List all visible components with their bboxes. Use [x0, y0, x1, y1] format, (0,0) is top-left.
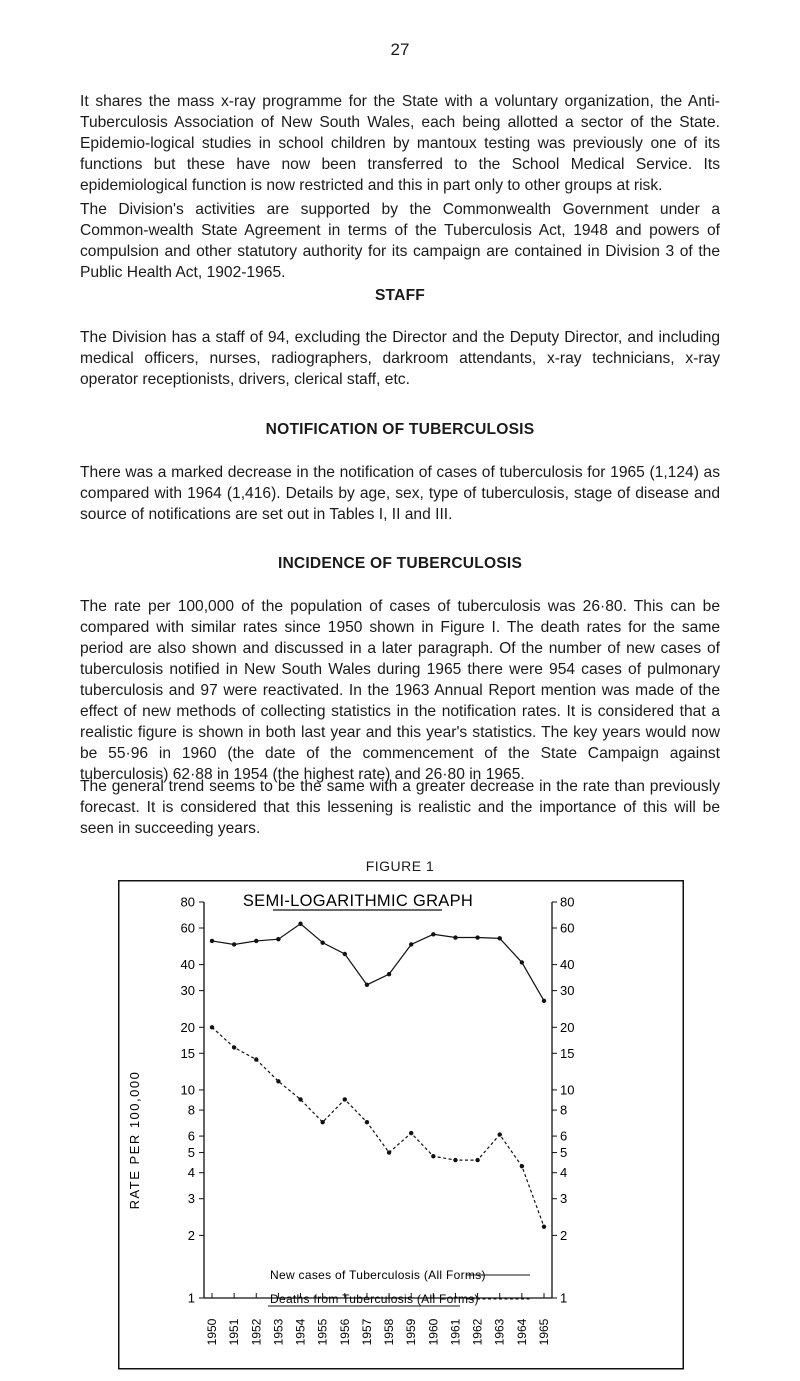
chart-title: SEMI-LOGARITHMIC GRAPH [242, 892, 474, 910]
x-tick-label-1958: 1958 [382, 1318, 397, 1346]
point-new-cases-1953 [276, 937, 280, 941]
point-deaths-1952 [254, 1057, 258, 1061]
point-new-cases-1959 [409, 942, 413, 946]
y-tick-label-right-30: 30 [560, 983, 575, 999]
heading-notification: NOTIFICATION OF TUBERCULOSIS [265, 421, 535, 438]
legend-label-deaths: Deaths from Tuberculosis (All Forms) [270, 1292, 479, 1306]
y-tick-label-right-5: 5 [560, 1145, 568, 1161]
x-tick-label-1950: 1950 [205, 1318, 219, 1346]
y-tick-label-left-4: 4 [187, 1165, 195, 1181]
point-new-cases-1951 [232, 942, 236, 946]
y-tick-label-right-6: 6 [560, 1128, 568, 1144]
y-tick-label-left-40: 40 [180, 957, 195, 973]
x-tick-label-1964: 1964 [514, 1318, 529, 1346]
point-new-cases-1957 [365, 983, 369, 987]
point-deaths-1957 [365, 1120, 369, 1124]
point-deaths-1951 [232, 1045, 236, 1049]
x-tick-label-1957: 1957 [359, 1318, 374, 1346]
y-tick-label-left-6: 6 [187, 1128, 195, 1144]
y-tick-label-right-10: 10 [560, 1082, 575, 1098]
x-tick-label-1960: 1960 [426, 1318, 441, 1346]
series-line-deaths [212, 1027, 544, 1226]
point-deaths-1956 [343, 1097, 347, 1101]
point-deaths-1954 [298, 1097, 302, 1101]
x-tick-label-1961: 1961 [448, 1318, 463, 1346]
point-new-cases-1956 [343, 952, 347, 956]
y-tick-label-right-2: 2 [560, 1227, 568, 1243]
legend-label-new-cases: New cases of Tuberculosis (All Forms) [270, 1268, 486, 1282]
point-deaths-1962 [475, 1158, 479, 1162]
paragraph-mass-xray: It shares the mass x-ray programme for the State with a voluntary organization, the Anti-Tuberculosis Association of New South Wales, each being allotted a sector of the State. Epidemio-logical studies in school children by mantoux testing was previously one of its functions but these have now been transferred to the School Medical Service. Its epidemiological function is now restricted and this in part only to other groups at risk. [80, 93, 720, 194]
point-deaths-1964 [520, 1164, 524, 1168]
y-tick-label-left-3: 3 [187, 1191, 195, 1207]
point-new-cases-1965 [542, 999, 546, 1003]
point-deaths-1953 [276, 1079, 280, 1083]
y-tick-label-right-40: 40 [560, 957, 575, 973]
x-tick-label-1956: 1956 [337, 1318, 352, 1346]
y-tick-label-left-8: 8 [187, 1102, 195, 1118]
point-new-cases-1958 [387, 972, 391, 976]
y-tick-label-left-10: 10 [180, 1082, 195, 1098]
point-deaths-1961 [453, 1158, 457, 1162]
x-tick-label-1954: 1954 [293, 1318, 308, 1346]
paragraph-staff: The Division has a staff of 94, excluding the Director and the Deputy Director, and including medical officers, nurses, radiographers, darkroom attendants, x-ray technicians, x-ray operator receptionists, drivers, clerical staff, etc. [80, 329, 720, 388]
point-deaths-1960 [431, 1154, 435, 1158]
y-tick-label-right-60: 60 [560, 920, 575, 936]
point-new-cases-1960 [431, 932, 435, 936]
y-tick-label-left-15: 15 [180, 1045, 195, 1061]
point-deaths-1950 [210, 1025, 214, 1029]
y-tick-label-left-5: 5 [187, 1145, 195, 1161]
y-axis-label: RATE PER 100,000 [127, 1070, 142, 1210]
x-tick-label-1955: 1955 [315, 1318, 330, 1346]
point-new-cases-1955 [320, 940, 324, 944]
point-new-cases-1952 [254, 939, 258, 943]
x-tick-label-1951: 1951 [227, 1318, 242, 1346]
y-tick-label-left-30: 30 [180, 983, 195, 999]
x-tick-label-1963: 1963 [492, 1318, 507, 1346]
y-tick-label-right-20: 20 [560, 1019, 575, 1035]
page-number: 27 [390, 40, 410, 59]
x-tick-label-1953: 1953 [271, 1318, 286, 1346]
x-tick-label-1959: 1959 [404, 1318, 419, 1346]
y-tick-label-left-20: 20 [180, 1019, 195, 1035]
point-new-cases-1964 [520, 960, 524, 964]
y-tick-label-left-60: 60 [180, 920, 195, 936]
series-line-new-cases [212, 924, 544, 1001]
paragraph-incidence: The rate per 100,000 of the population of cases of tuberculosis was 26·80. This can be compared with similar rates since 1950 shown in Figure I. The death rates for the same period are also shown and discussed in a later paragraph. Of the number of new cases of tuberculosis notified in New South Wales during 1965 there were 954 cases of pulmonary tuberculosis and 97 were reactivated. In the 1963 Annual Report mention was made of the effect of new methods of collecting statistics in the notification rates. It is considered that a realistic figure is shown in both last year and this year's statistics. The key years would now be 55·96 in 1960 (the date of the commencement of the State Campaign against tuberculosis) 62·88 in 1954 (the highest rate) and 26·80 in 1965. [80, 598, 720, 783]
chart-svg [118, 880, 684, 1370]
y-tick-label-left-2: 2 [187, 1227, 195, 1243]
point-deaths-1958 [387, 1150, 391, 1154]
heading-staff: STAFF [374, 287, 426, 304]
heading-incidence: INCIDENCE OF TUBERCULOSIS [277, 555, 523, 572]
point-new-cases-1961 [453, 935, 457, 939]
figure-1-chart [118, 880, 684, 1370]
paragraph-general-trend: The general trend seems to be the same with a greater decrease in the rate than previously forecast. It is considered that this lessening is realistic and the importance of this will be seen in succeeding years. [80, 778, 720, 837]
x-tick-label-1962: 1962 [470, 1318, 485, 1346]
y-tick-label-right-80: 80 [560, 894, 575, 910]
y-tick-label-right-3: 3 [560, 1191, 568, 1207]
point-new-cases-1962 [475, 935, 479, 939]
point-deaths-1965 [542, 1225, 546, 1229]
y-tick-label-right-15: 15 [560, 1045, 575, 1061]
point-new-cases-1954 [298, 922, 302, 926]
y-tick-label-left-1: 1 [187, 1290, 195, 1306]
x-tick-label-1952: 1952 [249, 1318, 264, 1346]
point-new-cases-1950 [210, 939, 214, 943]
point-deaths-1955 [320, 1120, 324, 1124]
y-tick-label-right-4: 4 [560, 1165, 568, 1181]
figure-label: FIGURE 1 [365, 858, 435, 874]
x-tick-label-1965: 1965 [537, 1318, 551, 1346]
point-new-cases-1963 [498, 936, 502, 940]
point-deaths-1963 [498, 1132, 502, 1136]
y-tick-label-left-80: 80 [180, 894, 195, 910]
y-tick-label-right-8: 8 [560, 1102, 568, 1118]
paragraph-commonwealth-support: The Division's activities are supported by the Commonwealth Government under a Common-wealth State Agreement in terms of the Tuberculosis Act, 1948 and powers of compulsion and other statutory authority for its campaign are contained in Division 3 of the Public Health Act, 1902-1965. [80, 201, 720, 281]
point-deaths-1959 [409, 1131, 413, 1135]
y-tick-label-right-1: 1 [560, 1290, 568, 1306]
paragraph-notification: There was a marked decrease in the notification of cases of tuberculosis for 1965 (1,124) as compared with 1964 (1,416). Details by age, sex, type of tuberculosis, stage of disease and source of notifications are set out in Tables I, II and III. [80, 464, 720, 523]
